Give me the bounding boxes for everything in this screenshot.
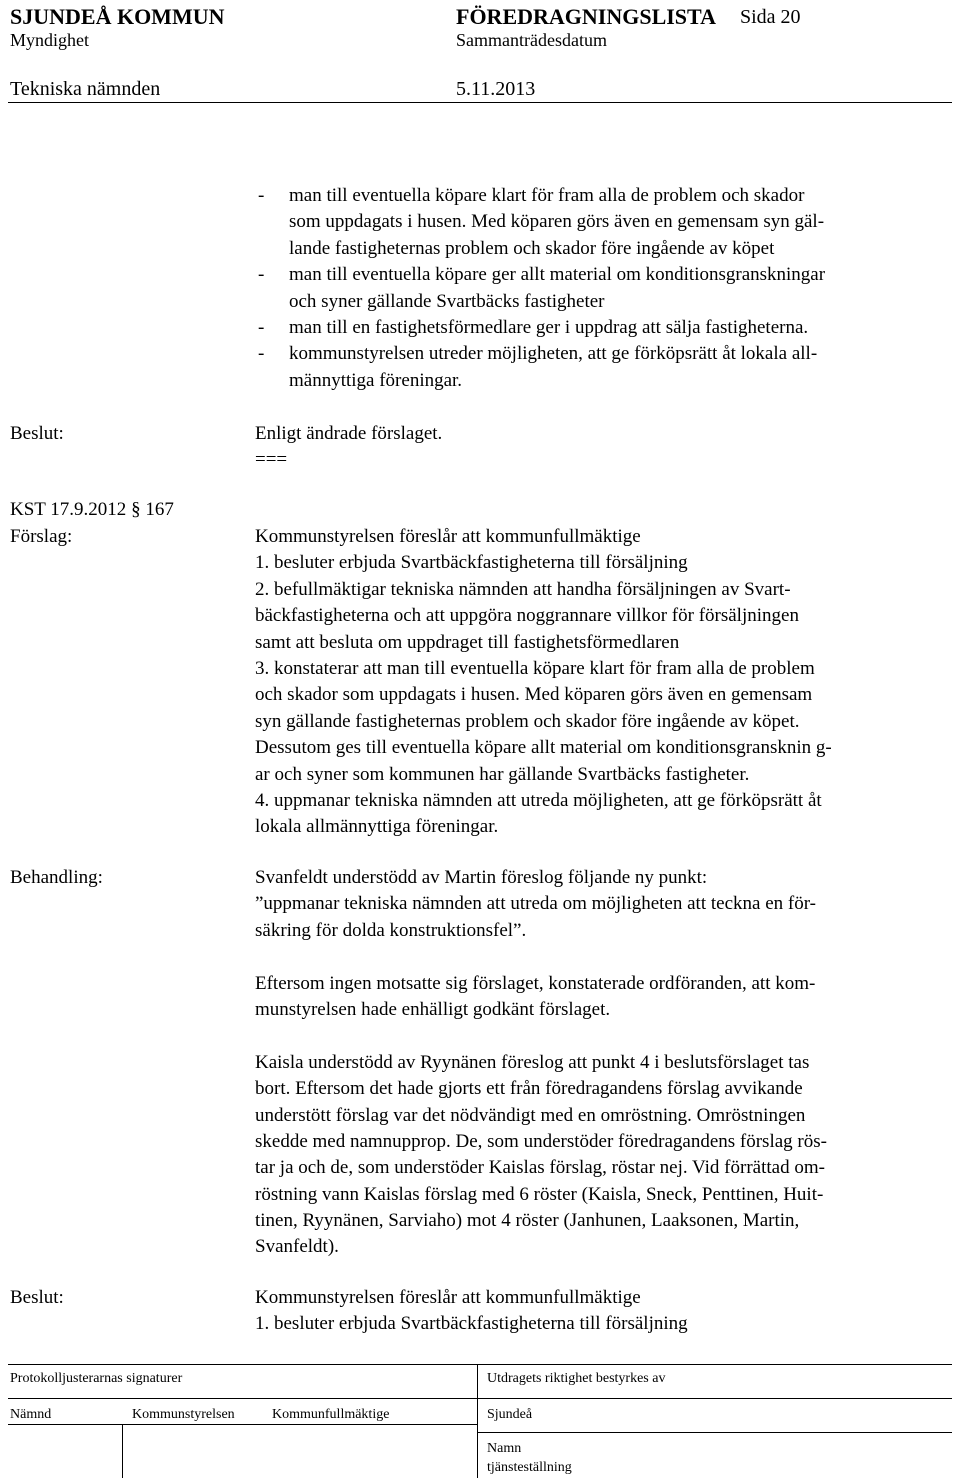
footer-divider (477, 1364, 478, 1478)
forslag-line: Kommunstyrelsen föreslår att kommunfullmäktige (255, 526, 641, 547)
dash-bullet: - (258, 343, 265, 365)
forslag-line: bäckfastigheterna och att uppgöra noggrannare villkor för försäljningen (255, 605, 799, 627)
meeting-date: 5.11.2013 (456, 78, 536, 100)
footer-namnd: Nämnd (10, 1407, 52, 1422)
forslag-line: och skador som uppdagats i husen. Med köparen görs även en gemensam (255, 684, 813, 706)
forslag-line: samt att besluta om uppdraget till fastighetsförmedlaren (255, 631, 680, 653)
signatures-label: Protokolljusterarnas signaturer (10, 1371, 183, 1386)
behandling-line: Svanfeldt understödd av Martin föreslog följande ny punkt: (255, 867, 708, 888)
beslut2-block (255, 1285, 950, 1338)
authority-label: Myndighet (10, 30, 89, 50)
forslag-line: 3. konstaterar att man till eventuella köpare klart för fram alla de problem (255, 657, 815, 679)
behandling-line: säkring för dolda konstruktionsfel”. (255, 919, 527, 941)
footer-position-label: tjänsteställning (487, 1460, 572, 1475)
list-item-continuation: och syner gällande Svartbäcks fastigheter (289, 290, 605, 312)
list-item-continuation: som uppdagats i husen. Med köparen görs även en gemensam syn gäl- (289, 211, 825, 233)
list-item: - man till en fastighetsförmedlare ger i uppdrag att sälja fastigheterna. (255, 315, 950, 341)
separator: === (255, 449, 288, 471)
behandling-line: skedde med namnupprop. De, som understöder föredragandens förslag rös- (255, 1130, 827, 1152)
forslag-line: 2. befullmäktigar tekniska nämnden att handha försäljningen av Svart- (255, 578, 791, 600)
footer-kommunfullmaktige: Kommunfullmäktige (272, 1407, 390, 1422)
meeting-date-label: Sammanträdesdatum (456, 30, 607, 50)
dash-bullet: - (258, 316, 265, 338)
behandling-line: tar ja och de, som understöder Kaislas förslag, röstar nej. Vid förrättad om- (255, 1157, 825, 1179)
footer-name-label: Namn (487, 1441, 522, 1456)
list-item-continuation: männyttiga föreningar. (289, 369, 463, 391)
forslag-line: 1. besluter erbjuda Svartbäckfastigheterna till försäljning (255, 552, 688, 574)
behandling-line: bort. Eftersom det hade gjorts ett från föredragandens förslag avvikande (255, 1078, 803, 1100)
forslag-line: lokala allmännyttiga föreningar. (255, 816, 499, 838)
beslut-label: Beslut: (10, 1287, 64, 1308)
dash-bullet: - (258, 264, 265, 286)
signature-box-rule (8, 1424, 477, 1425)
footer-rule-top (8, 1364, 952, 1365)
forslag-line: 4. uppmanar tekniska nämnden att utreda möjligheten, att ge förköpsrätt åt (255, 789, 822, 811)
page-number: Sida 20 (740, 6, 801, 28)
forslag-line: ar och syner som kommunen har gällande Svartbäcks fastigheter. (255, 763, 750, 785)
dash-bullet: - (258, 185, 265, 206)
forslag-block (255, 524, 950, 841)
beslut-line: 1. besluter erbjuda Svartbäckfastigheterna till försäljning (255, 1313, 688, 1335)
behandling-line: munstyrelsen hade enhälligt godkänt förslaget. (255, 998, 611, 1020)
beslut-label: Beslut: (10, 423, 64, 444)
section-ref: KST 17.9.2012 (10, 499, 127, 520)
list-item: - man till eventuella köpare ger allt material om konditionsgranskningar (255, 262, 950, 288)
behandling-line: Eftersom ingen motsatte sig förslaget, konstaterade ordföranden, att kom- (255, 972, 816, 994)
list-item: - man till eventuella köpare klart för fram alla de problem och skador (255, 183, 950, 209)
behandling-line: röstning vann Kaislas förslag med 6 röster (Kaisla, Sneck, Penttinen, Huit- (255, 1183, 824, 1205)
behandling-label: Behandling: (10, 867, 103, 888)
behandling-line: ”uppmanar tekniska nämnden att utreda om möjligheten att teckna en för- (255, 893, 816, 915)
footer-kommunstyrelsen: Kommunstyrelsen (132, 1407, 235, 1422)
section-number: 167 (145, 499, 174, 520)
behandling-line: understött förslag var det nödvändigt med en omröstning. Omröstningen (255, 1104, 806, 1126)
forslag-line: Dessutom ges till eventuella köpare allt material om konditionsgransknin g- (255, 737, 832, 759)
beslut-text-block (255, 421, 950, 474)
authority-name: Tekniska nämnden (10, 78, 161, 100)
list-item-continuation: lande fastigheternas problem och skador före ingående av köpet (289, 237, 775, 259)
municipality-name: SJUNDEÅ KOMMUN (10, 4, 225, 29)
forslag-label: Förslag: (10, 526, 73, 547)
behandling-line: Svanfeldt). (255, 1236, 339, 1258)
signature-box-divider (122, 1424, 123, 1478)
header-rule (8, 102, 952, 103)
beslut-line: Kommunstyrelsen föreslår att kommunfullmäktige (255, 1287, 641, 1308)
beslut-text: Enligt ändrade förslaget. (255, 423, 443, 444)
section-reference (10, 499, 174, 521)
certified-label: Utdragets riktighet bestyrkes av (487, 1371, 666, 1386)
footer-place: Sjundeå (487, 1407, 533, 1422)
list-item: - kommunstyrelsen utreder möjligheten, att ge förköpsrätt åt lokala all- (255, 341, 950, 367)
document-type: FÖREDRAGNINGSLISTA (456, 4, 716, 29)
footer-rule-mid (8, 1398, 952, 1399)
top-block (255, 183, 950, 394)
behandling-line: Kaisla understödd av Ryynänen föreslog att punkt 4 i beslutsförslaget tas (255, 1051, 810, 1073)
behandling-line: tinen, Ryynänen, Sarviaho) mot 4 röster (Janhunen, Laaksonen, Martin, (255, 1210, 800, 1232)
behandling-block (255, 865, 950, 1261)
paragraph-symbol: § (131, 499, 141, 520)
forslag-line: syn gällande fastigheternas problem och skador före ingående av köpet. (255, 710, 800, 732)
certification-rule (477, 1432, 952, 1433)
